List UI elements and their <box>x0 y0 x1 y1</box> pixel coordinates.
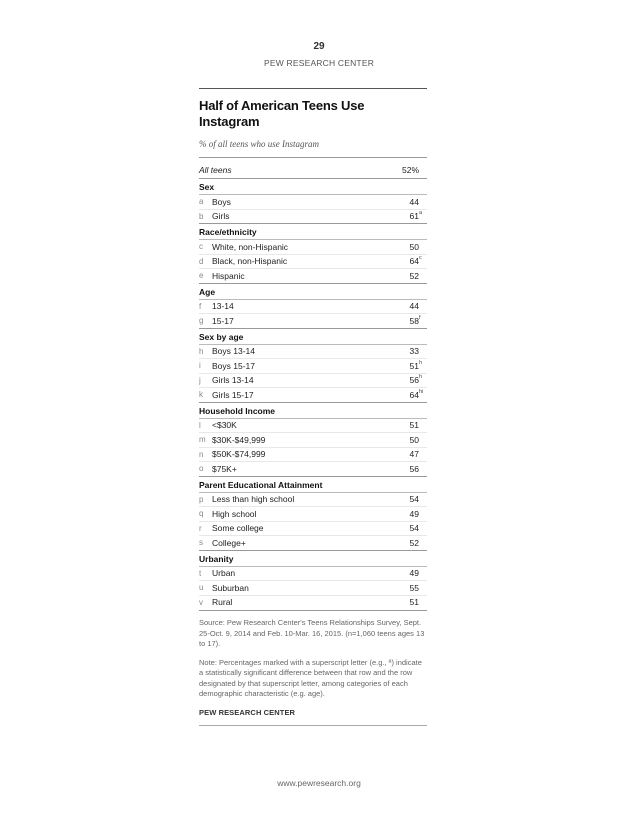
significance-superscript: h <box>419 374 423 381</box>
table-row <box>199 492 427 507</box>
table-row <box>199 299 427 314</box>
row-letter: e <box>199 271 204 281</box>
row-value <box>389 435 427 445</box>
row-label: Urban <box>212 568 236 579</box>
row-label: $75K+ <box>212 463 237 474</box>
table-row <box>199 344 427 359</box>
group-heading: Sex by age <box>199 328 427 344</box>
table-row <box>199 535 427 550</box>
table-row <box>199 239 427 254</box>
row-label: Boys <box>212 196 231 207</box>
row-label: Rural <box>212 597 233 608</box>
row-label: Girls <box>212 211 230 222</box>
row-value <box>389 316 427 326</box>
table-row <box>199 461 427 476</box>
table-row <box>199 521 427 536</box>
row-letter: v <box>199 597 203 607</box>
row-value <box>389 523 427 533</box>
row-letter: r <box>199 523 202 533</box>
row-value <box>389 509 427 519</box>
row-value-number: 56 <box>409 375 419 386</box>
row-value-number: 49 <box>409 508 419 519</box>
table-row <box>199 387 427 402</box>
row-label: <$30K <box>212 420 237 431</box>
row-label: Less than high school <box>212 494 295 505</box>
row-value-number: 51 <box>409 360 419 371</box>
row-value <box>389 211 427 221</box>
top-rule <box>199 88 427 89</box>
row-letter: f <box>199 301 202 311</box>
group-heading: Race/ethnicity <box>199 223 427 239</box>
row-label: Boys 13-14 <box>212 346 255 357</box>
row-letter: m <box>199 435 206 445</box>
source-note: Source: Pew Research Center's Teens Relationships Survey, Sept. 25-Oct. 9, 2014 and Feb. 10-Mar. 16, 2015. (n=1,060 teens ages 13 to 17). <box>199 618 425 648</box>
significance-superscript: a <box>419 210 423 217</box>
row-label: Some college <box>212 523 264 534</box>
row-letter: n <box>199 449 204 459</box>
table-row <box>199 194 427 209</box>
row-label: $50K-$74,999 <box>212 449 266 460</box>
row-value-number: 52 <box>409 537 419 548</box>
row-value-number: 55 <box>409 582 419 593</box>
row-value-number: 33 <box>409 346 419 357</box>
table-row <box>199 506 427 521</box>
table-row <box>199 373 427 388</box>
header-org-name: PEW RESEARCH CENTER <box>263 58 375 68</box>
row-value <box>389 449 427 459</box>
table-row <box>199 209 427 224</box>
row-label: Black, non-Hispanic <box>212 256 288 267</box>
row-label: Boys 15-17 <box>212 360 255 371</box>
row-letter: p <box>199 494 204 504</box>
row-value-number: 44 <box>409 196 419 207</box>
group-heading: Age <box>199 283 427 299</box>
row-value <box>389 346 427 356</box>
significance-superscript: h <box>419 359 423 366</box>
group-heading: Sex <box>199 178 427 194</box>
row-value <box>389 375 427 385</box>
row-label: 15-17 <box>212 315 234 326</box>
row-label: $30K-$49,999 <box>212 434 266 445</box>
row-letter: h <box>199 346 204 356</box>
figure-credit: PEW RESEARCH CENTER <box>199 707 296 717</box>
figure-subtitle: % of all teens who use Instagram <box>199 139 319 149</box>
table-row <box>199 254 427 269</box>
row-value-number: 49 <box>409 568 419 579</box>
group-heading: Urbanity <box>199 550 427 566</box>
row-letter: j <box>199 375 201 385</box>
table-row <box>199 580 427 595</box>
row-value <box>389 568 427 578</box>
row-value-number: 44 <box>409 301 419 312</box>
row-label: White, non-Hispanic <box>212 241 289 252</box>
table-row <box>199 313 427 328</box>
row-value-number: 54 <box>409 523 419 534</box>
table-row <box>199 418 427 433</box>
table-row <box>199 358 427 373</box>
row-value-number: 52 <box>409 270 419 281</box>
row-letter: a <box>199 197 204 207</box>
row-value <box>389 301 427 311</box>
significance-note: Note: Percentages marked with a superscript letter (e.g., ª) indicate a statistically significant difference between that row and the row designated by that superscript letter, among categories of each demographic characteristic (e.g. age). <box>199 657 422 698</box>
footer-url: www.pewresearch.org <box>277 778 361 788</box>
row-letter: q <box>199 509 204 519</box>
figure-title: Half of American Teens Use Instagram <box>199 98 365 129</box>
row-letter: b <box>199 211 204 221</box>
row-value <box>389 361 427 371</box>
table-row <box>199 595 427 610</box>
row-letter: t <box>199 568 202 578</box>
row-value <box>389 197 427 207</box>
table-row <box>199 268 427 283</box>
table-row <box>199 566 427 581</box>
row-letter: l <box>199 420 201 430</box>
row-value <box>389 583 427 593</box>
row-value <box>389 494 427 504</box>
group-heading: Household Income <box>199 402 427 418</box>
row-label: 13-14 <box>212 301 234 312</box>
row-value-number: 61 <box>409 211 419 222</box>
row-value <box>389 242 427 252</box>
total-row <box>199 157 427 178</box>
row-value-number: 64 <box>409 389 419 400</box>
significance-superscript: c <box>419 255 422 262</box>
row-value <box>389 464 427 474</box>
instagram-figure <box>199 88 427 726</box>
row-label: Girls 13-14 <box>212 375 254 386</box>
significance-superscript: hi <box>419 388 424 395</box>
row-label: Girls 15-17 <box>212 389 254 400</box>
end-rule <box>199 725 427 726</box>
row-label: High school <box>212 508 257 519</box>
row-letter: d <box>199 256 204 266</box>
row-value-number: 58 <box>409 315 419 326</box>
significance-superscript: f <box>419 314 421 321</box>
row-value-number: 56 <box>409 463 419 474</box>
row-value <box>389 256 427 266</box>
demographic-groups <box>199 178 427 609</box>
row-letter: o <box>199 464 204 474</box>
total-value: 52% <box>401 165 419 175</box>
row-value <box>389 390 427 400</box>
row-letter: g <box>199 316 204 326</box>
row-value-number: 50 <box>409 434 419 445</box>
group-heading: Parent Educational Attainment <box>199 476 427 492</box>
page-number: 29 <box>313 41 325 52</box>
row-letter: i <box>199 361 201 371</box>
row-label: College+ <box>212 537 246 548</box>
table-row <box>199 432 427 447</box>
total-label: All teens <box>199 165 232 175</box>
row-value <box>389 538 427 548</box>
row-value-number: 64 <box>409 256 419 267</box>
row-value <box>389 271 427 281</box>
row-value-number: 51 <box>409 420 419 431</box>
table-row <box>199 447 427 462</box>
table-bottom-rule <box>199 610 427 611</box>
row-letter: c <box>199 242 203 252</box>
row-letter: u <box>199 583 204 593</box>
row-label: Hispanic <box>212 270 245 281</box>
row-value-number: 51 <box>409 597 419 608</box>
row-label: Suburban <box>212 582 249 593</box>
row-letter: k <box>199 390 203 400</box>
row-value <box>389 597 427 607</box>
row-value-number: 54 <box>409 494 419 505</box>
row-value-number: 47 <box>409 449 419 460</box>
row-value <box>389 420 427 430</box>
row-value-number: 50 <box>409 241 419 252</box>
row-letter: s <box>199 538 203 548</box>
